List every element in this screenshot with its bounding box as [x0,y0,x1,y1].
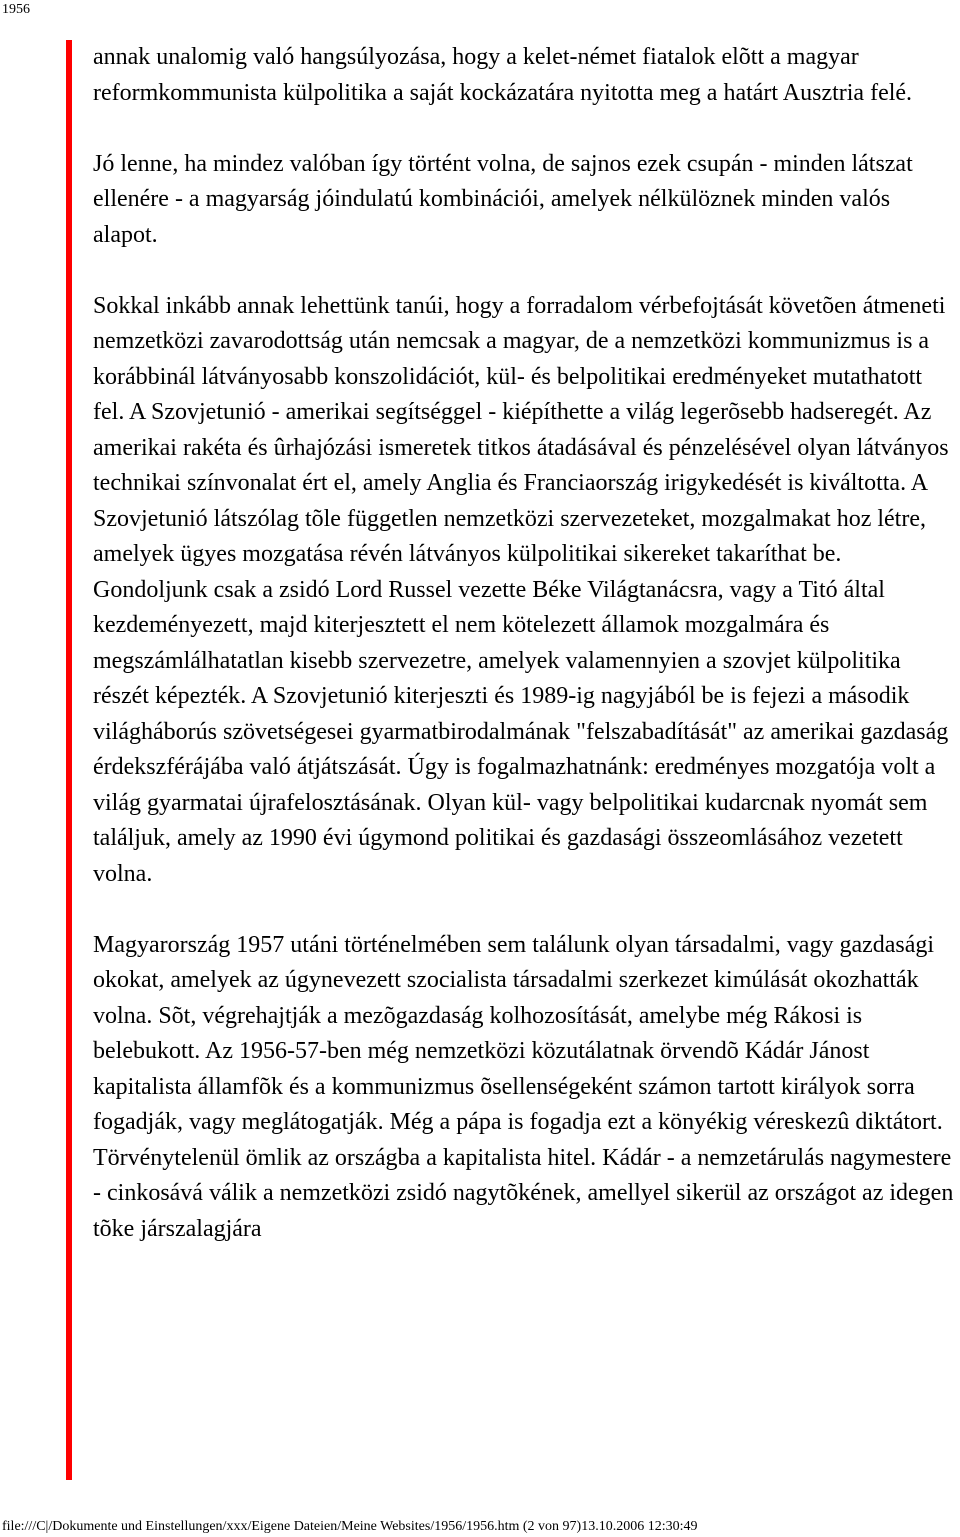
page-footer-path: file:///C|/Dokumente und Einstellungen/xxx/Eigene Dateien/Meine Websites/1956/1956.htm (2 von 97)13.10.2006 12:30:49 [2,1519,698,1534]
paragraph: Magyarország 1957 utáni történelmében sem találunk olyan társadalmi, vagy gazdasági okokat, amelyek az úgynevezett szocialista társadalmi szerkezet kimúlását okozhatták volna. Sõt, végrehajtják a mezõgazdaság kolhozosítását, amelybe még Rákosi is belebukott. Az 1956-57-ben még nemzetközi közutálatnak örvendõ Kádár Jánost kapitalista államfõk és a kommunizmus õsellenségeként számon tartott királyok sorra fogadják, vagy meglátogatják. Még a pápa is fogadja ezt a könyékig véreskezû diktátort. Törvénytelenül ömlik az országba a kapitalista hitel. Kádár - a nemzetárulás nagymestere - cinkosává válik a nemzetközi zsidó nagytõkének, amellyel sikerül az országot az idegen tõke járszalagjára [93,931,954,1242]
document-body [93,40,955,1283]
paragraph: Sokkal inkább annak lehettünk tanúi, hogy a forradalom vérbefojtását követõen átmeneti nemzetközi zavarodottság után nemcsak a magyar, de a nemzetközi kommunizmus is a korábbinál látványosabb konszolidációt, kül- és belpolitikai eredményeket mutathatott fel. A Szovjetunió - amerikai segítséggel - kiépíthette a világ legerõsebb hadseregét. Az amerikai rakéta és ûrhajózási ismeretek titkos átadásával és pénzelésével olyan látványos technikai színvonalat ért el, amely Anglia és Franciaország irigykedését is kiváltotta. A Szovjetunió látszólag tõle független nemzetközi szervezeteket, mozgalmakat hoz létre, amelyek ügyes mozgatása révén látványos külpolitikai sikereket takaríthat be. Gondoljunk csak a zsidó Lord Russel vezette Béke Világtanácsra, vagy a Titó által kezdeményezett, majd kiterjesztett el nem kötelezett államok mozgalmára és megszámlálhatatlan kisebb szervezetre, amelyek valamennyien a szovjet külpolitika részét képezték. A Szovjetunió kiterjeszti és 1989-ig nagyjából be is fejezi a második világháborús szövetségesei gyarmatbirodalmának "felszabadítását" az amerikai gazdaság érdekszférájába való átjátszását. Úgy is fogalmazhatnánk: eredményes mozgatója volt a világ gyarmatai újrafelosztásának. Olyan kül- vagy belpolitikai kudarcnak nyomát sem találjuk, amely az 1990 évi úgymond politikai és gazdasági összeomlásához vezetett volna. [93,292,949,887]
margin-accent-bar [66,40,72,1480]
paragraph: Jó lenne, ha mindez valóban így történt volna, de sajnos ezek csupán - minden látszat ellenére - a magyarság jóindulatú kombinációi, amelyek nélkülöznek minden valós alapot. [93,150,913,248]
page-header-title: 1956 [2,2,30,17]
paragraph: annak unalomig való hangsúlyozása, hogy a kelet-német fiatalok elõtt a magyar reformkommunista külpolitika a saját kockázatára nyitotta meg a határt Ausztria felé. [93,44,913,106]
